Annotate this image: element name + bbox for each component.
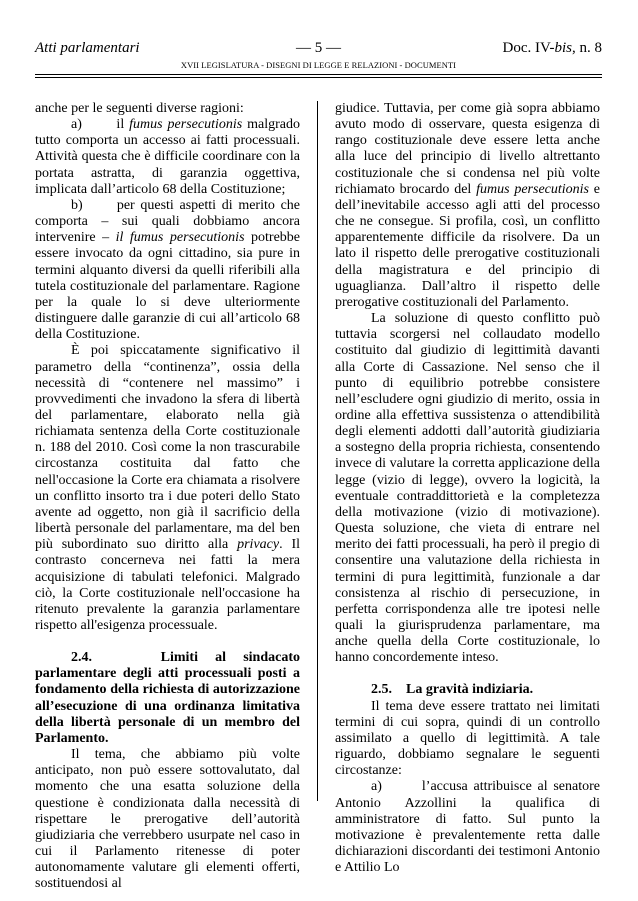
list-item-b: b) per questi aspetti di merito che comporta – sui quali dobbiamo ancora intervenire – il fumus persecutionis potrebbe essere invocato da ogni cittadino, sia pure in termini alquanto diversi da quelli riferibili alla tutela costituzionale del parlamentare. Ragione per la quale lo si deve ulteriormente distinguere dalle garanzie di cui all’articolo 68 della Costituzione.: [35, 197, 301, 343]
left-column: [35, 101, 300, 893]
header-publication: Atti parlamentari: [35, 40, 140, 56]
right-column: [335, 101, 600, 876]
paragraph: È poi spiccatamente significativo il parametro della “continenza”, ossia della necessità di “contenere nel massimo” i provvedimenti che invadono la sfera di libertà del parlamentare, elaborato nella già richiamata sentenza della Corte costituzionale n. 188 del 2010. Così come la non trascurabile circostanza costituita dal fatto che nell'occasione la Corte era chiamata a risolvere un conflitto insorto tra i due poteri dello Stato avente ad oggetto, non già il sacrificio della libertà personale del parlamentare, ma del ben più subordinato suo diritto alla privacy. Il contrasto concerneva nei fatti la mera acquisizione di tabulati telefonici. Malgrado ciò, la Corte costituzionale nell'occasione ha ritenuto prevalente la garanzia parlamentare rispetto all'esigenza processuale.: [35, 343, 300, 633]
list-item-a: a) il fumus persecutionis malgrado tutto comporta un accesso ai fatti processuali. Attività questa che è difficile coordinare con la portata astratta, di garanzia oggettiva, implicata dall’articolo 68 della Costituzione;: [35, 117, 301, 197]
section-heading-2-4: 2.4. Limiti al sindacato parlamentare degli atti processuali posti a fondamento della richiesta di autorizzazione all’esecuzione di una ordinanza limitativa della libertà personale di un membro del Parlamento.: [35, 650, 300, 746]
header-rule-top: [35, 74, 602, 75]
document-reference: Doc. IV-bis, n. 8: [502, 40, 602, 56]
page-number: — 5 —: [296, 40, 341, 56]
paragraph: Il tema deve essere trattato nei limitati termini di cui sopra, quindi di un controllo assimilato a quello di legittimità. A tale riguardo, dobbiamo segnalare le seguenti circostanze:: [335, 698, 600, 779]
page-header: [35, 38, 602, 58]
header-rule-bottom: [35, 77, 602, 78]
paragraph: Il tema, che abbiamo più volte anticipato, non può essere sottovalutato, dal momento che una esatta soluzione della questione è condizionata dalla necessità di rispettare le prerogative dell’autorità giudiziaria che verrebbero usurpate nel caso in cui il Parlamento ritenesse di poter autonomamente valutare gli elementi offerti, sostituendosi al: [35, 747, 300, 892]
paragraph: anche per le seguenti diverse ragioni:: [35, 101, 244, 116]
section-heading-2-5: 2.5. La gravità indiziaria.: [371, 682, 534, 698]
paragraph: giudice. Tuttavia, per come già sopra abbiamo avuto modo di osservare, questa esigenza di rango costituzionale deve essere letta anche alla luce del principio di livello altrettanto costituzionale che si condensa nel più volte richiamato brocardo del fumus persecutionis e dell’inevitabile accesso agli atti del processo che ne consegue. Si profila, così, un conflitto apparentemente difficile da risolvere. Da un lato il rispetto delle prerogative costituzionali della magistratura e del principio di uguaglianza. Dall’altro il rispetto delle prerogative costituzionali del Parlamento.: [335, 101, 601, 310]
legislature-subtitle: XVII LEGISLATURA - DISEGNI DI LEGGE E RELAZIONI - DOCUMENTI: [180, 60, 457, 70]
paragraph: La soluzione di questo conflitto può tuttavia scorgersi nel collaudato modello costituito dal giudizio di legittimità davanti alla Corte di Cassazione. Nel senso che il punto di equilibrio potrebbe consistere nell’escludere ogni giudizio di merito, ossia in ordine alla effettiva sussistenza o attendibilità degli elementi addotti dall’autorità giudiziaria a sostegno della propria richiesta, consentendo invece di valutare la corretta applicazione della legge (vizio di legge), ovvero la logicità, la eventuale contraddittorietà e la completezza della motivazione (vizio di motivazione). Questa soluzione, che vieta di entrare nel merito dei fatti processuali, ha però il pregio di consentire una valutazione della richiesta in termini di pura legittimità, funzionale a dar consistenza al rischio di persecuzione, in perfetta corrispondenza alle tre ipotesi nelle quali la giurisprudenza parlamentare, ma anche quella della Corte costituzionale, lo hanno concordemente inteso.: [335, 311, 600, 666]
column-divider: [317, 101, 318, 801]
list-item-a: a) l’accusa attribuisce al senatore Antonio Azzollini la qualifica di amministratore di fatto. Sul punto la motivazione è prevalentemente retta dalle dichiarazioni discordanti dei testimoni Antonio e Attilio Lo: [335, 779, 600, 876]
